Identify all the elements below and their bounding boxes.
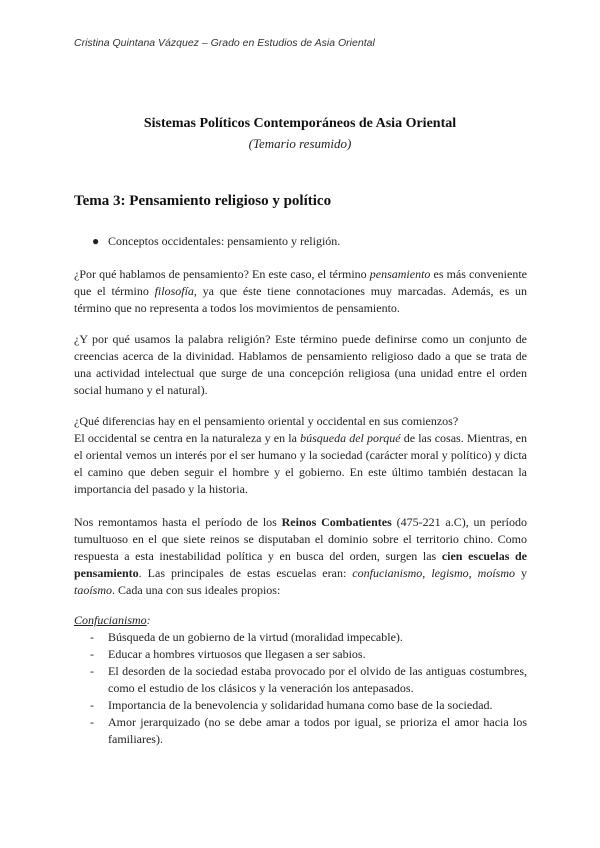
list-item-text: Búsqueda de un gobierno de la virtud (moralidad impecable). [108, 630, 403, 644]
document-subtitle: (Temario resumido) [248, 136, 352, 151]
bullet-icon: ● [92, 234, 100, 248]
dash-icon: - [90, 664, 94, 678]
text-run: ¿Por qué hablamos de pensamiento? En este caso, el término [74, 267, 370, 281]
text-run: , ya que éste tiene connotaciones muy marcadas. Además, es un término que no representa a todos los movimientos de pensamiento. [74, 284, 528, 315]
title-block [0, 116, 600, 152]
text-run: (475-221 a.C), un período tumultuoso en el que siete reinos se disputaban el dominio sobre el territorio chino. Como respuesta a esta inestabilidad política y en busca del orden, surgen las [74, 515, 527, 563]
text-run: , [422, 566, 432, 580]
text-run: de las cosas. Mientras, en el oriental vemos un interés por el ser humano y la sociedad (carácter moral y político) y dicta el camino que deben seguir el hombre y el gobierno. En este último también destacan la importancia del pasado y la historia. [74, 431, 527, 496]
confucianismo-list [90, 629, 527, 748]
paragraph-pensamiento [74, 266, 527, 317]
paragraph-diferencias [74, 413, 527, 498]
text-run: , [468, 566, 478, 580]
dash-icon: - [90, 630, 94, 644]
dash-icon: - [90, 715, 94, 729]
emphasis-legismo: legismo [431, 566, 469, 580]
list-title-text: Confucianismo [74, 613, 147, 627]
page-header: Cristina Quintana Vázquez – Grado en Estudios de Asia Oriental [74, 37, 375, 49]
text-run: Nos remontamos hasta el período de los [74, 515, 282, 529]
text-run: . Las principales de estas escuelas eran: [138, 566, 353, 580]
text-run: y [515, 566, 528, 580]
list-item [90, 663, 527, 697]
list-item-text: El desorden de la sociedad estaba provocado por el olvido de las antiguas costumbres, como el estudio de los clásicos y la veneración los antepasados. [108, 664, 527, 695]
dash-icon: - [90, 698, 94, 712]
text-run: es más conveniente que el término [74, 267, 527, 298]
bold-cien-escuelas: cien escuelas de pensamiento [74, 549, 527, 580]
dash-icon: - [90, 647, 94, 661]
emphasis-moismo: moísmo [477, 566, 516, 580]
bullet-item [92, 234, 340, 249]
bullet-text: Conceptos occidentales: pensamiento y religión. [108, 234, 341, 248]
question-text: ¿Qué diferencias hay en el pensamiento oriental y occidental en sus comienzos? [74, 414, 459, 428]
emphasis-porque: búsqueda del porqué [300, 431, 401, 445]
emphasis-confucianismo: confucianismo [352, 566, 423, 580]
list-item [90, 714, 527, 748]
paragraph-reinos [74, 514, 527, 599]
list-item-text: Educar a hombres virtuosos que llegasen a ser sabios. [108, 647, 366, 661]
document-title: Sistemas Políticos Contemporáneos de Asia Oriental [143, 116, 457, 131]
bold-reinos: Reinos Combatientes [281, 515, 392, 529]
list-item [90, 697, 527, 714]
list-title [74, 613, 151, 628]
emphasis-pensamiento: pensamiento [369, 267, 431, 281]
list-item [90, 629, 527, 646]
emphasis-filosofia: filosofía [154, 284, 194, 298]
list-item-text: Amor jerarquizado (no se debe amar a todos por igual, se prioriza el amor hacia los familiares). [108, 715, 527, 746]
text-run: El occidental se centra en la naturaleza y en la [74, 431, 301, 445]
emphasis-taoismo: taoísmo [74, 583, 113, 597]
section-title: Tema 3: Pensamiento religioso y político [74, 193, 332, 209]
list-title-colon: : [146, 613, 151, 627]
text-run: . Cada una con sus ideales propios: [112, 583, 281, 597]
paragraph-religion: ¿Y por qué usamos la palabra religión? Este término puede definirse como un conjunto de creencias acerca de la divinidad. Hablamos de pensamiento religioso dado a que se trata de una actividad intelectual que surge de una concepción religiosa (una unidad entre el orden social humano y el natural). [74, 332, 527, 397]
list-item-text: Importancia de la benevolencia y solidaridad humana como base de la sociedad. [108, 698, 493, 712]
list-item [90, 646, 527, 663]
